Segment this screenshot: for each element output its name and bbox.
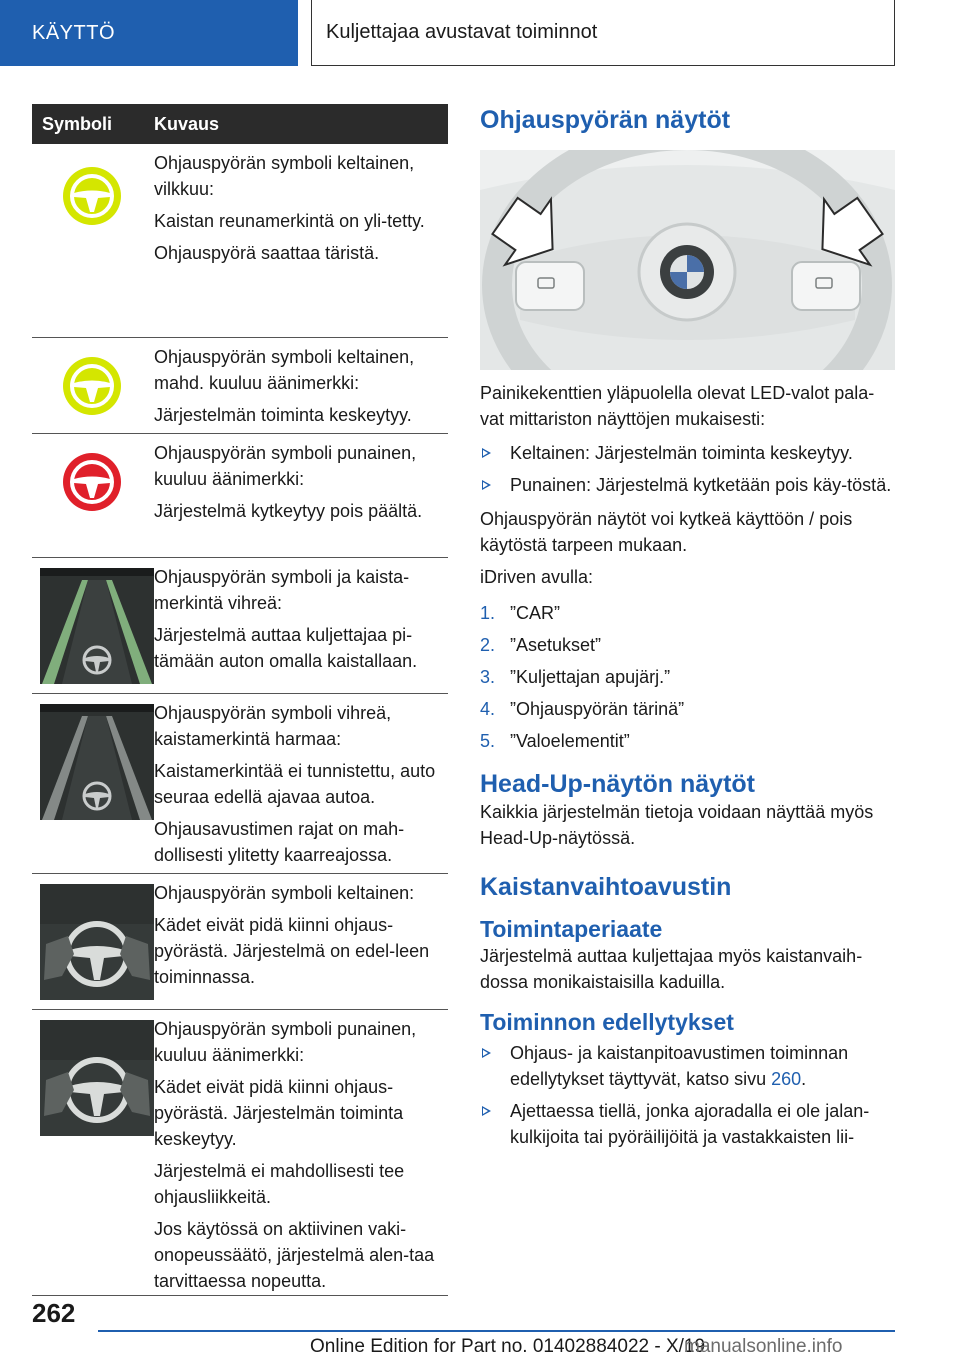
page-number: 262 xyxy=(32,1298,76,1328)
step-item xyxy=(480,664,896,690)
table-row xyxy=(32,694,448,874)
symbol-cell xyxy=(32,694,152,873)
steering-wheel-photo xyxy=(480,150,895,370)
section-title: KÄYTTÖ xyxy=(32,21,116,44)
symbol-cell xyxy=(32,874,152,1009)
section-heading: Ohjauspyörän näytöt xyxy=(480,106,731,134)
step-text: ”CAR” xyxy=(510,603,560,623)
bullet-triangle-icon xyxy=(482,480,491,490)
symbol-cell xyxy=(32,338,152,433)
requirements-heading: Toiminnon edellytykset xyxy=(480,1009,734,1035)
description-line: Kädet eivät pidä kiinni ohjaus-pyörästä. Järjestelmä on edel-leen toiminnassa. xyxy=(154,915,430,987)
description-line: Ohjauspyörän symboli punainen, kuuluu äänimerkki: xyxy=(154,443,417,489)
symbol-cell xyxy=(32,144,152,337)
description-line: Järjestelmä kytkeytyy pois päältä. xyxy=(154,501,423,521)
table-row xyxy=(32,1010,448,1296)
step-number: 1. xyxy=(480,603,496,623)
step-item xyxy=(480,696,896,722)
step-text: ”Kuljettajan apujärj.” xyxy=(510,667,671,687)
steering-wheel-red-icon xyxy=(62,452,122,512)
bullet-triangle-icon xyxy=(482,448,491,458)
principle-text: Järjestelmä auttaa kuljettajaa myös kaistanvaih-dossa monikaistaisilla kaduilla. xyxy=(480,946,863,992)
description-line: Kädet eivät pidä kiinni ohjaus-pyörästä. Järjestelmän toiminta keskeytyy. xyxy=(154,1077,404,1149)
step-item xyxy=(480,728,896,754)
steering-wheel-yellow-icon xyxy=(62,166,122,226)
description-line: Järjestelmä ei mahdollisesti tee ohjausliikkeitä. xyxy=(154,1161,405,1207)
step-text: ”Valoelementit” xyxy=(510,731,630,751)
description-line: Jos käytössä on aktiivinen vaki-onopeussäätö, järjestelmä alen-taa tarvittaessa nopeutta. xyxy=(154,1219,435,1291)
description-line: Järjestelmä auttaa kuljettajaa pi-tämään auton omalla kaistallaan. xyxy=(154,625,418,671)
step-text: ”Asetukset” xyxy=(510,635,602,655)
description-cell xyxy=(152,338,448,433)
hands-on-wheel-red-icon xyxy=(40,1020,154,1136)
hud-heading: Head-Up-näytön näytöt xyxy=(480,770,755,798)
description-line: Ohjauspyörä saattaa täristä. xyxy=(154,243,380,263)
principle-heading: Toimintaperiaate xyxy=(480,916,663,942)
idrive-steps xyxy=(480,600,896,754)
table-row xyxy=(32,434,448,558)
chapter-header xyxy=(311,0,895,66)
steering-displays-section xyxy=(480,104,896,135)
description-line: Kaistan reunamerkintä on yli-tetty. xyxy=(154,211,425,231)
list-item xyxy=(480,1098,896,1150)
table-row xyxy=(32,338,448,434)
description-cell xyxy=(152,1010,448,1295)
table-row xyxy=(32,558,448,694)
description-line: Järjestelmän toiminta keskeytyy. xyxy=(154,405,412,425)
list-item xyxy=(480,440,896,466)
table-row xyxy=(32,874,448,1010)
idrive-text: iDriven avulla: xyxy=(480,567,594,587)
description-line: Ohjauspyörän symboli keltainen: xyxy=(154,883,415,903)
description-cell xyxy=(152,694,448,873)
steering-wheel-yellow-icon xyxy=(62,356,122,416)
table-header xyxy=(32,104,448,144)
symbol-cell xyxy=(32,1010,152,1295)
step-text: ”Ohjauspyörän tärinä” xyxy=(510,699,685,719)
lane-change-heading: Kaistanvaihtoavustin xyxy=(480,873,732,901)
list-item xyxy=(480,472,896,498)
step-number: 3. xyxy=(480,667,496,687)
led-bullet-list xyxy=(480,440,896,498)
symbol-table xyxy=(32,104,448,1296)
description-line: Ohjauspyörän symboli keltainen, mahd. kuuluu äänimerkki: xyxy=(154,347,415,393)
step-number: 2. xyxy=(480,635,496,655)
requirements-list xyxy=(480,1040,896,1150)
symbol-cell xyxy=(32,558,152,693)
watermark: manualsonline.info xyxy=(684,1336,843,1357)
list-item-text: Punainen: Järjestelmä kytketään pois käy-töstä. xyxy=(510,475,892,495)
col-symbol-header: Symboli xyxy=(42,113,113,134)
description-line: Ohjausavustimen rajat on mah-dollisesti ylitetty kaarreajossa. xyxy=(154,819,405,865)
description-line: Ohjauspyörän symboli keltainen, vilkkuu: xyxy=(154,153,415,199)
edition-text: Online Edition for Part no. 01402884022 - X/19 xyxy=(310,1336,706,1357)
description-line: Ohjauspyörän symboli ja kaista-merkintä vihreä: xyxy=(154,567,410,613)
chapter-title: Kuljettajaa avustavat toiminnot xyxy=(326,21,598,43)
road-lanes-grey-icon xyxy=(40,704,154,820)
description-cell xyxy=(152,144,448,337)
section-tab xyxy=(0,0,298,66)
list-item-end: . xyxy=(801,1069,807,1089)
description-cell xyxy=(152,434,448,557)
description-cell xyxy=(152,558,448,693)
list-item-text: Ohjaus- ja kaistanpitoavustimen toiminnan edellytykset täyttyvät, katso sivu xyxy=(510,1043,849,1089)
step-number: 5. xyxy=(480,731,496,751)
step-item xyxy=(480,632,896,658)
list-item-text: Ajettaessa tiellä, jonka ajoradalla ei ole jalan-kulkijoita tai pyöräilijöitä ja vastakkaisten lii- xyxy=(510,1101,870,1147)
step-item xyxy=(480,600,896,626)
hud-text: Kaikkia järjestelmän tietoja voidaan näyttää myös Head-Up-näytössä. xyxy=(480,802,874,848)
step-number: 4. xyxy=(480,699,496,719)
symbol-cell xyxy=(32,434,152,557)
description-line: Ohjauspyörän symboli vihreä, kaistamerkintä harmaa: xyxy=(154,703,392,749)
road-lanes-green-icon xyxy=(40,568,154,684)
hands-on-wheel-yellow-icon xyxy=(40,884,154,1000)
intro-text: Painikekenttien yläpuolella olevat LED-valot pala-vat mittariston näyttöjen mukaisesti: xyxy=(480,383,875,429)
page-link[interactable]: 260 xyxy=(771,1069,802,1089)
description-line: Ohjauspyörän symboli punainen, kuuluu äänimerkki: xyxy=(154,1019,417,1065)
description-line: Kaistamerkintää ei tunnistettu, auto seuraa edellä ajavaa autoa. xyxy=(154,761,436,807)
bullet-triangle-icon xyxy=(482,1106,491,1116)
bullet-triangle-icon xyxy=(482,1048,491,1058)
description-cell xyxy=(152,874,448,1009)
list-item xyxy=(480,1040,896,1092)
table-row xyxy=(32,144,448,338)
steering-displays-body xyxy=(480,380,896,1156)
footer-rule xyxy=(98,1330,895,1332)
list-item-text: Keltainen: Järjestelmän toiminta keskeytyy. xyxy=(510,443,853,463)
col-description-header: Kuvaus xyxy=(154,113,220,134)
toggle-text: Ohjauspyörän näytöt voi kytkeä käyttöön / pois käytöstä tarpeen mukaan. xyxy=(480,509,853,555)
